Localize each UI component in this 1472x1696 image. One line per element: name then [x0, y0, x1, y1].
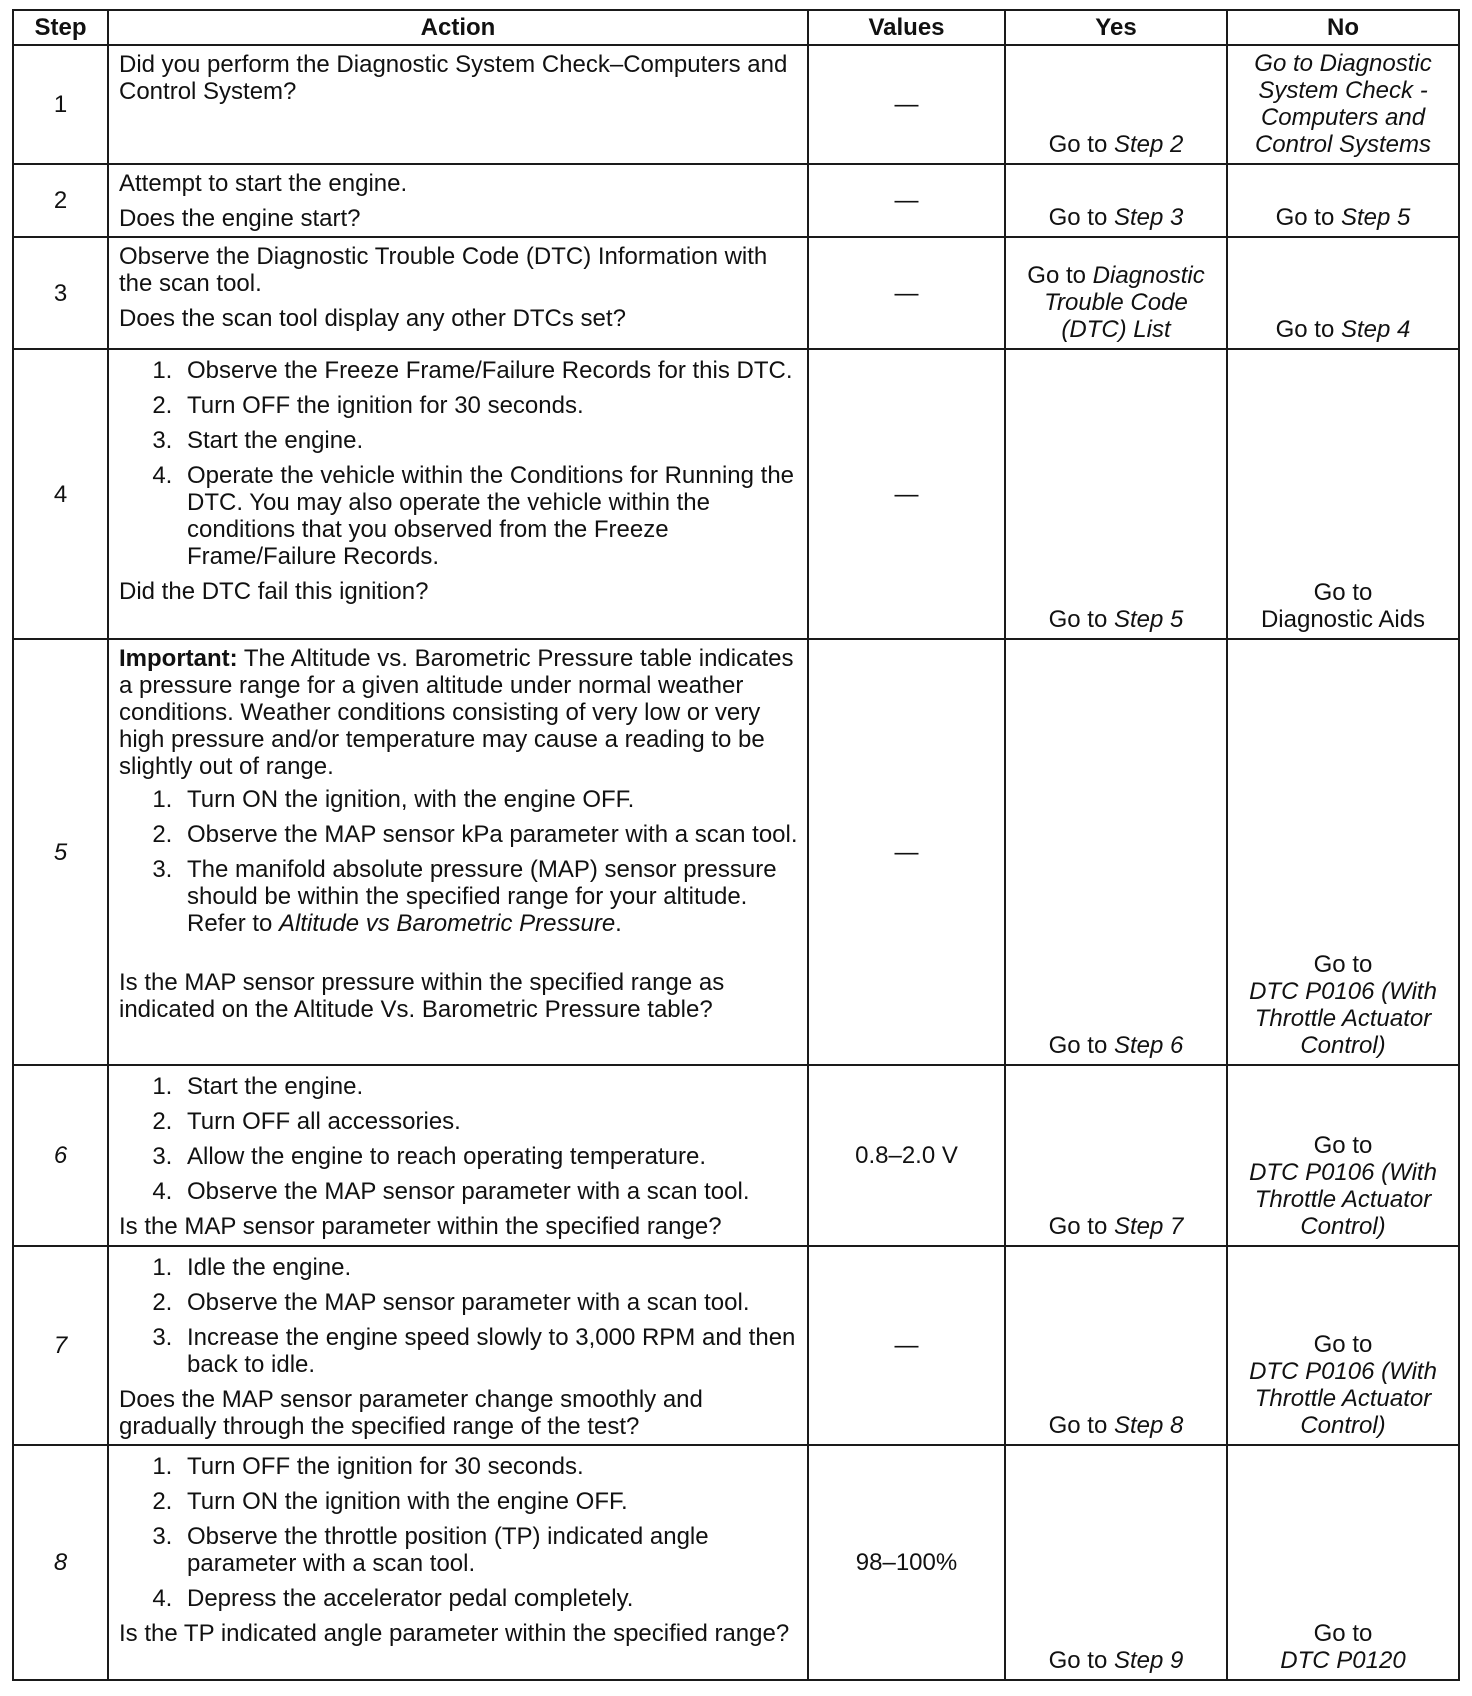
action-cell [108, 1445, 808, 1680]
no-link[interactable]: Step 5 [1340, 204, 1411, 231]
step-number: 8 [13, 1445, 108, 1680]
no-link[interactable]: Go to Diagnostic System Check - Computers and Control Systems [1254, 50, 1432, 158]
substep-list [119, 786, 801, 937]
important-label: Important: [119, 645, 238, 672]
no-cell [1227, 45, 1459, 164]
no-cell [1227, 639, 1459, 1065]
step-number: 3 [13, 237, 108, 349]
important-note [119, 645, 801, 780]
action-cell [108, 1246, 808, 1445]
substep-list [119, 357, 801, 570]
table-row-step-1 [13, 45, 1459, 164]
action-question: Is the MAP sensor pressure within the specified range as indicated on the Altitude Vs. Barometric Pressure table? [119, 969, 725, 1023]
no-link[interactable]: DTC P0120 [1280, 1647, 1406, 1674]
yes-prefix: Go to [1048, 1647, 1114, 1674]
header-values: Values [808, 10, 1005, 45]
action-instruction: Observe the Diagnostic Trouble Code (DTC) Information with the scan tool. [119, 243, 768, 297]
action-question: Does the scan tool display any other DTCs set? [119, 305, 626, 332]
yes-link[interactable]: Step 7 [1113, 1213, 1184, 1240]
action-cell [108, 1065, 808, 1246]
no-cell [1227, 349, 1459, 639]
substep-list [119, 1073, 801, 1205]
yes-cell [1005, 164, 1227, 237]
action-cell [108, 164, 808, 237]
yes-prefix: Go to [1048, 606, 1114, 633]
no-prefix: Go to [1275, 316, 1341, 343]
values-cell: — [808, 1246, 1005, 1445]
list-item: 2. Turn OFF all accessories. [179, 1108, 801, 1135]
yes-cell [1005, 349, 1227, 639]
no-link[interactable]: DTC P0106 (With Throttle Actuator Control) [1249, 1358, 1437, 1439]
step-number: 4 [13, 349, 108, 639]
action-question: Does the MAP sensor parameter change smoothly and gradually through the specified range of the test? [119, 1386, 703, 1440]
no-link[interactable]: Step 4 [1340, 316, 1411, 343]
no-prefix: Go to [1275, 204, 1341, 231]
no-link[interactable]: DTC P0106 (With Throttle Actuator Control) [1249, 978, 1437, 1059]
step-number: 7 [13, 1246, 108, 1445]
no-prefix: Go to [1313, 579, 1373, 606]
action-question: Did you perform the Diagnostic System Check–Computers and Control System? [119, 51, 788, 105]
reference-link[interactable]: Altitude vs Barometric Pressure [279, 910, 616, 937]
substep-text: The manifold absolute pressure (MAP) sensor pressure should be within the specified range for your altitude. Refer to [187, 856, 777, 937]
step-number: 1 [13, 45, 108, 164]
header-step: Step [13, 10, 108, 45]
no-cell [1227, 1065, 1459, 1246]
action-cell [108, 237, 808, 349]
yes-prefix: Go to [1048, 1032, 1114, 1059]
no-cell [1227, 1246, 1459, 1445]
no-prefix: Go to [1313, 1620, 1373, 1647]
header-no: No [1227, 10, 1459, 45]
no-cell [1227, 164, 1459, 237]
no-prefix: Go to [1313, 1132, 1373, 1159]
values-cell: — [808, 164, 1005, 237]
table-row-step-2 [13, 164, 1459, 237]
values-cell: — [808, 237, 1005, 349]
action-question: Does the engine start? [119, 205, 361, 232]
values-cell: — [808, 45, 1005, 164]
no-link[interactable]: Diagnostic Aids [1260, 606, 1426, 633]
list-item [179, 856, 801, 937]
yes-cell [1005, 237, 1227, 349]
header-yes: Yes [1005, 10, 1227, 45]
no-prefix: Go to [1313, 1331, 1373, 1358]
no-cell [1227, 237, 1459, 349]
important-text: The Altitude vs. Barometric Pressure table indicates a pressure range for a given altitude under normal weather conditions. Weather conditions consisting of very low or very high pressure and/or temperature may cause a reading to be slightly out of range. [119, 645, 794, 780]
list-item: 1. Start the engine. [179, 1073, 801, 1100]
action-question: Is the MAP sensor parameter within the specified range? [119, 1213, 722, 1240]
values-cell: — [808, 639, 1005, 1065]
list-item: 1. Turn ON the ignition, with the engine OFF. [179, 786, 801, 813]
action-instruction: Attempt to start the engine. [119, 170, 408, 197]
table-row-step-8 [13, 1445, 1459, 1680]
table-row-step-6 [13, 1065, 1459, 1246]
no-cell [1227, 1445, 1459, 1680]
yes-link[interactable]: Diagnostic Trouble Code (DTC) List [1044, 262, 1205, 343]
yes-prefix: Go to [1048, 204, 1114, 231]
list-item: 2. Turn OFF the ignition for 30 seconds. [179, 392, 801, 419]
yes-link[interactable]: Step 5 [1113, 606, 1184, 633]
yes-cell [1005, 45, 1227, 164]
yes-link[interactable]: Step 6 [1113, 1032, 1184, 1059]
list-item: 1. Observe the Freeze Frame/Failure Records for this DTC. [179, 357, 801, 384]
step-number: 2 [13, 164, 108, 237]
substep-list [119, 1254, 801, 1378]
substep-list [119, 1453, 801, 1612]
yes-prefix: Go to [1027, 262, 1093, 289]
action-cell [108, 45, 808, 164]
list-item: 2. Turn ON the ignition with the engine OFF. [179, 1488, 801, 1515]
yes-prefix: Go to [1048, 131, 1114, 158]
step-number: 6 [13, 1065, 108, 1246]
table-row-step-4 [13, 349, 1459, 639]
yes-prefix: Go to [1048, 1412, 1114, 1439]
list-item: 2. Observe the MAP sensor kPa parameter with a scan tool. [179, 821, 801, 848]
list-item: 3. Increase the engine speed slowly to 3,000 RPM and then back to idle. [179, 1324, 801, 1378]
yes-link[interactable]: Step 3 [1113, 204, 1184, 231]
yes-cell [1005, 1445, 1227, 1680]
list-item: 4. Operate the vehicle within the Conditions for Running the DTC. You may also operate the vehicle within the conditions that you observed from the Freeze Frame/Failure Records. [179, 462, 801, 570]
no-prefix: Go to [1313, 951, 1373, 978]
yes-cell [1005, 1065, 1227, 1246]
step-number: 5 [13, 639, 108, 1065]
header-row [13, 10, 1459, 45]
list-item: 3. Allow the engine to reach operating temperature. [179, 1143, 801, 1170]
values-cell: 98–100% [808, 1445, 1005, 1680]
list-item: 3. Start the engine. [179, 427, 801, 454]
list-item: 3. Observe the throttle position (TP) indicated angle parameter with a scan tool. [179, 1523, 801, 1577]
yes-link[interactable]: Step 8 [1113, 1412, 1184, 1439]
substep-end: . [615, 910, 622, 937]
values-cell: — [808, 349, 1005, 639]
yes-prefix: Go to [1048, 1213, 1114, 1240]
action-cell [108, 639, 808, 1065]
list-item: 2. Observe the MAP sensor parameter with a scan tool. [179, 1289, 801, 1316]
table-row-step-5 [13, 639, 1459, 1065]
yes-cell [1005, 639, 1227, 1065]
action-cell [108, 349, 808, 639]
list-item: 4. Depress the accelerator pedal completely. [179, 1585, 801, 1612]
table-row-step-3 [13, 237, 1459, 349]
action-question: Did the DTC fail this ignition? [119, 578, 429, 605]
yes-link[interactable]: Step 9 [1113, 1647, 1184, 1674]
list-item: 1. Idle the engine. [179, 1254, 801, 1281]
no-link[interactable]: DTC P0106 (With Throttle Actuator Control) [1249, 1159, 1437, 1240]
values-cell: 0.8–2.0 V [808, 1065, 1005, 1246]
action-question: Is the TP indicated angle parameter within the specified range? [119, 1620, 790, 1647]
table-row-step-7 [13, 1246, 1459, 1445]
header-action: Action [108, 10, 808, 45]
list-item: 4. Observe the MAP sensor parameter with a scan tool. [179, 1178, 801, 1205]
diagnostic-table [12, 9, 1460, 1681]
yes-cell [1005, 1246, 1227, 1445]
yes-link[interactable]: Step 2 [1113, 131, 1184, 158]
list-item: 1. Turn OFF the ignition for 30 seconds. [179, 1453, 801, 1480]
